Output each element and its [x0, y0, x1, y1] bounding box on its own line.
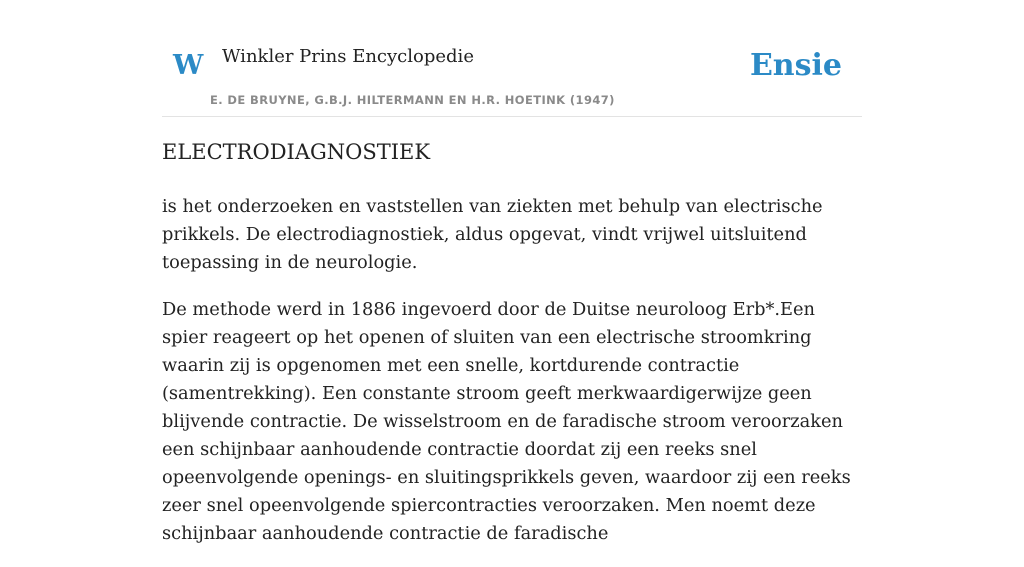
article [162, 139, 862, 567]
ensie-logo[interactable]: Ensie [749, 48, 842, 83]
article-paragraph: De methode werd in 1886 ingevoerd door de Duitse neuroloog Erb*.Een spier reageert op het openen of sluiten van een electrische stroomkring waarin zij is opgenomen met een snelle, kortdurende contractie (samentrekking). Een constante stroom geeft merkwaardigerwijze geen blijvende contractie. De wisselstroom en de faradische stroom veroorzaken een schijnbaar aanhoudende contractie doordat zij een reeks snel opeenvolgende openings- en sluitingsprikkels geven, waardoor zij een reeks zeer snel opeenvolgende spiercontracties veroorzaken. Men noemt deze schijnbaar aanhoudende contractie de faradische [162, 299, 851, 545]
article-title: ELECTRODIAGNOSTIEK [162, 140, 431, 164]
site-header [162, 0, 862, 117]
publication-authors: E. DE BRUYNE, G.B.J. HILTERMANN EN H.R. HOETINK (1947) [210, 93, 615, 107]
winkler-prins-logo[interactable]: W [173, 50, 204, 81]
publication-title[interactable]: Winkler Prins Encyclopedie [222, 46, 474, 67]
article-paragraph: is het onderzoeken en vaststellen van ziekten met behulp van electrische prikkels. De electrodiagnostiek, aldus opgevat, vindt vrijwel uitsluitend toepassing in de neurologie. [162, 196, 823, 274]
